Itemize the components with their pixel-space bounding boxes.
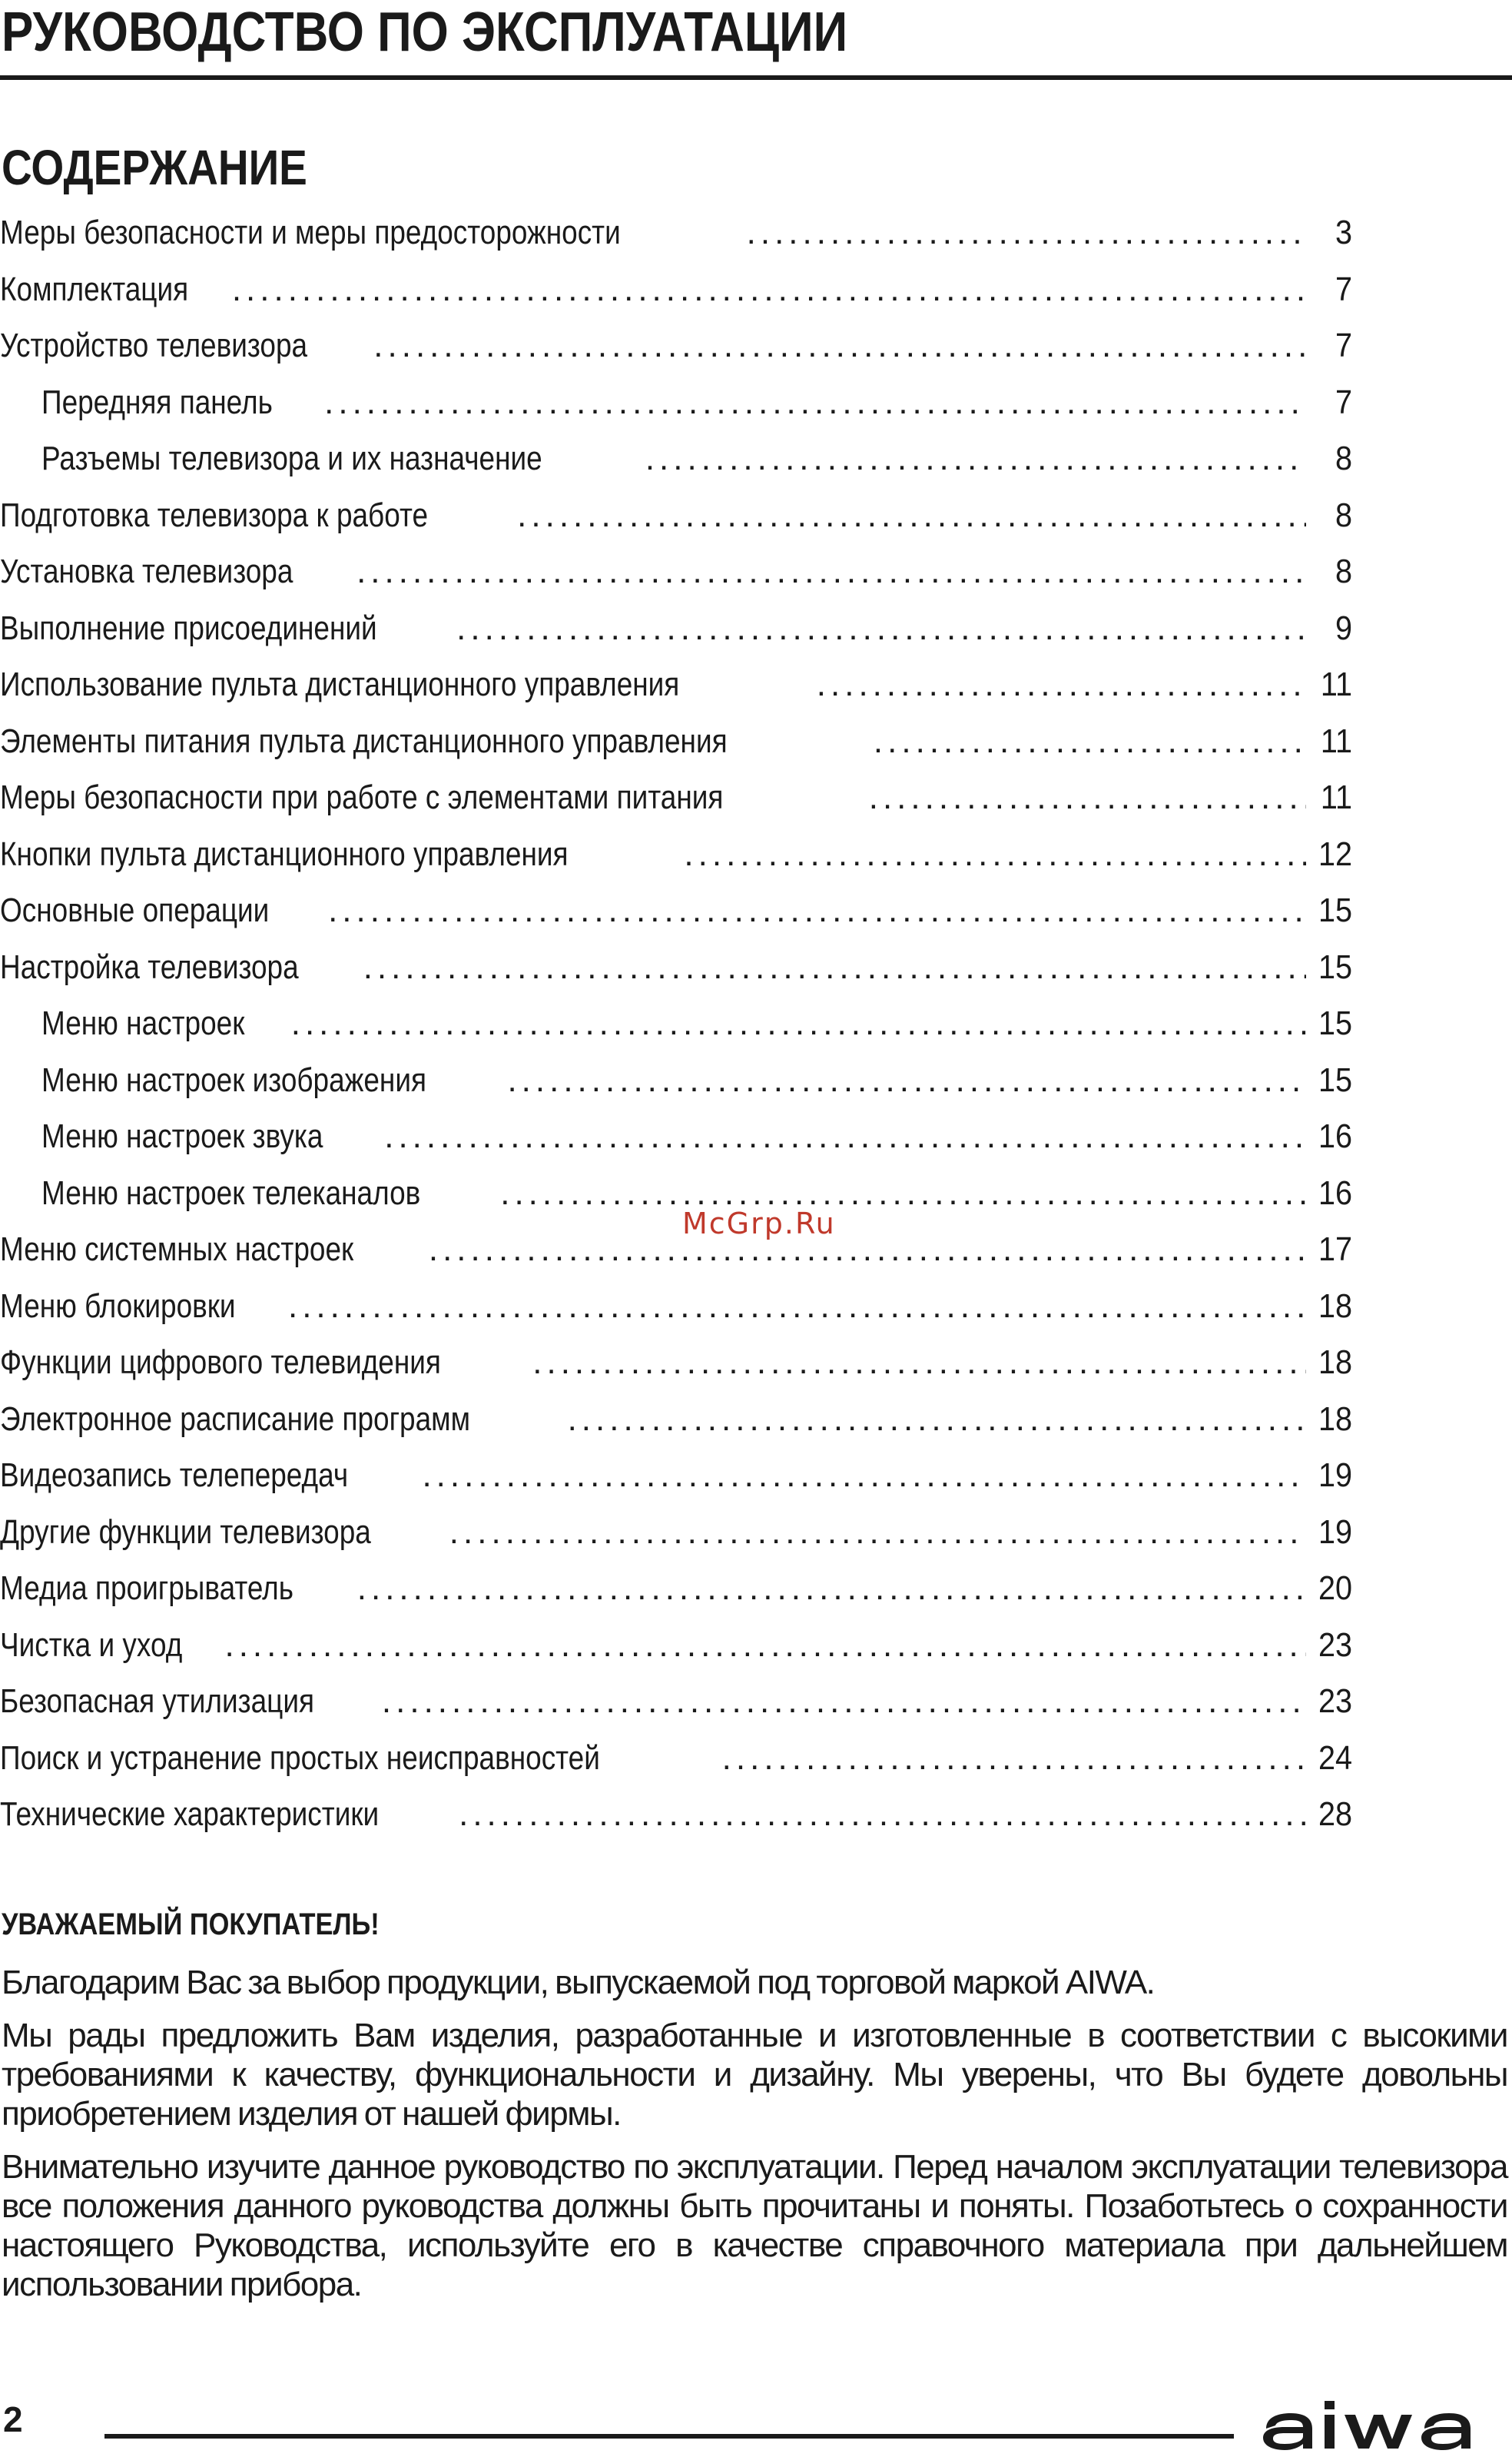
toc-leader-dots bbox=[356, 543, 1306, 600]
toc-entry-page: 16 bbox=[1318, 1174, 1352, 1212]
toc-entry-page: 20 bbox=[1318, 1569, 1352, 1607]
toc-entry-title: Меню настроек bbox=[41, 1004, 245, 1042]
toc-entry-title: Комплектация bbox=[0, 270, 189, 308]
toc-entry-title: Поиск и устранение простых неисправностей bbox=[0, 1738, 600, 1777]
toc-entry-title: Медиа проигрыватель bbox=[0, 1569, 293, 1607]
aiwa-logo bbox=[1260, 2398, 1512, 2452]
toc-entry[interactable] bbox=[0, 1730, 1352, 1787]
toc-leader-dots bbox=[507, 1052, 1306, 1109]
toc-entry-page: 11 bbox=[1320, 722, 1352, 760]
toc-entry[interactable] bbox=[0, 204, 1352, 261]
toc-entry-title: Меры безопасности и меры предосторожности bbox=[0, 214, 621, 251]
toc-leader-dots bbox=[324, 374, 1306, 431]
toc-heading: СОДЕРЖАНИЕ bbox=[2, 140, 307, 195]
toc-entry-page: 7 bbox=[1335, 327, 1352, 364]
toc-entry-title: Устройство телевизора bbox=[0, 327, 308, 364]
toc-leader-dots bbox=[422, 1447, 1306, 1504]
toc-entry[interactable] bbox=[0, 317, 1352, 374]
toc-entry-page: 15 bbox=[1318, 948, 1352, 986]
toc-leader-dots bbox=[459, 1786, 1306, 1843]
toc-entry-page: 8 bbox=[1335, 553, 1352, 590]
footer-divider bbox=[104, 2434, 1234, 2439]
toc-entry-title: Меры безопасности при работе с элементами питания bbox=[0, 779, 724, 816]
toc-entry[interactable] bbox=[0, 1052, 1352, 1109]
toc-leader-dots bbox=[373, 317, 1306, 374]
toc-leader-dots bbox=[288, 1278, 1306, 1335]
toc-leader-dots bbox=[357, 1560, 1306, 1617]
toc-entry-title: Меню блокировки bbox=[0, 1287, 236, 1325]
toc-leader-dots bbox=[363, 939, 1306, 996]
toc-entry-title: Элементы питания пульта дистанционного управления bbox=[0, 722, 728, 760]
toc-entry-page: 11 bbox=[1320, 779, 1352, 816]
toc-entry-page: 24 bbox=[1318, 1738, 1352, 1777]
watermark: McGrp.Ru bbox=[682, 1207, 836, 1240]
toc-entry-title: Безопасная утилизация bbox=[0, 1682, 314, 1720]
title-divider bbox=[0, 75, 1512, 80]
toc-entry[interactable] bbox=[0, 656, 1352, 713]
toc-entry-title: Передняя панель bbox=[41, 383, 273, 421]
toc-entry-page: 18 bbox=[1318, 1287, 1352, 1325]
toc-leader-dots bbox=[500, 1165, 1306, 1222]
toc-leader-dots bbox=[291, 995, 1306, 1052]
toc-leader-dots bbox=[224, 1617, 1306, 1674]
toc-leader-dots bbox=[532, 1334, 1306, 1391]
toc-entry-title: Настройка телевизора bbox=[0, 948, 299, 986]
toc-entry-title: Меню настроек изображения bbox=[41, 1061, 427, 1099]
toc-entry[interactable] bbox=[0, 374, 1352, 431]
toc-entry-page: 28 bbox=[1318, 1795, 1352, 1833]
toc-entry[interactable] bbox=[0, 1334, 1352, 1391]
toc-leader-dots bbox=[684, 826, 1306, 883]
toc-entry-page: 7 bbox=[1335, 383, 1352, 421]
toc-leader-dots bbox=[449, 1504, 1306, 1561]
toc-leader-dots bbox=[382, 1673, 1306, 1730]
toc-entry-title: Электронное расписание программ bbox=[0, 1399, 470, 1438]
toc-entry[interactable] bbox=[0, 1447, 1352, 1504]
toc-entry-page: 15 bbox=[1318, 1004, 1352, 1042]
toc-entry[interactable] bbox=[0, 826, 1352, 883]
toc-entry-title: Подготовка телевизора к работе bbox=[0, 496, 429, 534]
toc-entry[interactable] bbox=[0, 713, 1352, 770]
toc-entry-title: Использование пульта дистанционного управления bbox=[0, 666, 680, 703]
toc-entry-title: Видеозапись телепередач bbox=[0, 1456, 349, 1494]
toc-entry[interactable] bbox=[0, 430, 1352, 487]
toc-leader-dots bbox=[874, 713, 1306, 770]
toc-entry[interactable] bbox=[0, 1108, 1352, 1165]
toc-entry[interactable] bbox=[0, 1560, 1352, 1617]
toc-leader-dots bbox=[232, 261, 1306, 318]
toc-entry-page: 19 bbox=[1318, 1456, 1352, 1494]
toc-entry[interactable] bbox=[0, 1221, 1352, 1278]
toc-entry[interactable] bbox=[0, 1504, 1352, 1561]
toc-entry-title: Меню настроек звука bbox=[41, 1117, 323, 1155]
toc-entry-title: Технические характеристики bbox=[0, 1795, 380, 1833]
toc-entry-page: 3 bbox=[1335, 214, 1352, 251]
page-number: 2 bbox=[3, 2399, 23, 2439]
toc-entry[interactable] bbox=[0, 939, 1352, 996]
toc-entry-page: 16 bbox=[1318, 1117, 1352, 1155]
toc-entry-page: 9 bbox=[1335, 609, 1352, 647]
toc-entry-title: Другие функции телевизора bbox=[0, 1512, 371, 1551]
toc-entry-page: 15 bbox=[1318, 891, 1352, 929]
toc-entry[interactable] bbox=[0, 882, 1352, 939]
intro-section bbox=[2, 1903, 1507, 2318]
toc-entry-page: 19 bbox=[1318, 1512, 1352, 1551]
toc-entry-page: 8 bbox=[1335, 440, 1352, 477]
document-title: РУКОВОДСТВО ПО ЭКСПЛУАТАЦИИ bbox=[2, 2, 848, 63]
toc-leader-dots bbox=[384, 1108, 1306, 1165]
toc-entry[interactable] bbox=[0, 1617, 1352, 1674]
toc-leader-dots bbox=[568, 1391, 1306, 1448]
toc-entry-title: Функции цифрового телевидения bbox=[0, 1343, 441, 1381]
toc-entry[interactable] bbox=[0, 769, 1352, 826]
toc-entry-title: Основные операции bbox=[0, 891, 270, 929]
toc-entry[interactable] bbox=[0, 261, 1352, 318]
toc-entry[interactable] bbox=[0, 995, 1352, 1052]
toc-entry[interactable] bbox=[0, 1673, 1352, 1730]
toc-entry-page: 11 bbox=[1320, 666, 1352, 703]
toc-entry-page: 17 bbox=[1318, 1230, 1352, 1268]
intro-paragraph: Благодарим Вас за выбор продукции, выпускаемой под торговой маркой AIWA. bbox=[2, 1964, 1155, 2001]
toc-entry-page: 8 bbox=[1335, 496, 1352, 534]
toc-leader-dots bbox=[328, 882, 1306, 939]
toc-entry-page: 23 bbox=[1318, 1625, 1352, 1664]
toc-leader-dots bbox=[429, 1221, 1306, 1278]
toc-entry[interactable] bbox=[0, 1391, 1352, 1448]
toc-leader-dots bbox=[747, 204, 1306, 261]
table-of-contents bbox=[0, 204, 1352, 1843]
toc-entry-page: 7 bbox=[1335, 270, 1352, 308]
toc-leader-dots bbox=[517, 487, 1306, 544]
toc-entry-title: Меню системных настроек bbox=[0, 1230, 354, 1268]
intro-paragraph: Внимательно изучите данное руководство по эксплуатации. Перед началом эксплуатации телевизора все положения данного руководства должны быть прочитаны и поняты. Позаботьтесь о сохранности настоящего Руководства, используйте его в качестве справочного материала при дальнейшем использовании прибора. bbox=[2, 2148, 1507, 2303]
toc-entry-page: 12 bbox=[1318, 835, 1352, 873]
toc-entry[interactable] bbox=[0, 543, 1352, 600]
toc-entry-title: Меню настроек телеканалов bbox=[41, 1174, 421, 1212]
toc-entry[interactable] bbox=[0, 1165, 1352, 1222]
toc-leader-dots bbox=[722, 1730, 1306, 1787]
toc-leader-dots bbox=[817, 656, 1306, 713]
toc-entry-title: Чистка и уход bbox=[0, 1625, 183, 1664]
toc-leader-dots bbox=[456, 600, 1306, 657]
toc-entry-page: 18 bbox=[1318, 1343, 1352, 1381]
toc-entry-page: 23 bbox=[1318, 1682, 1352, 1720]
toc-entry-page: 18 bbox=[1318, 1399, 1352, 1438]
toc-entry[interactable] bbox=[0, 1786, 1352, 1843]
toc-entry-title: Установка телевизора bbox=[0, 553, 293, 590]
toc-leader-dots bbox=[869, 769, 1306, 826]
toc-entry[interactable] bbox=[0, 600, 1352, 657]
toc-entry[interactable] bbox=[0, 1278, 1352, 1335]
intro-heading: УВАЖАЕМЫЙ ПОКУПАТЕЛЬ! bbox=[2, 1907, 380, 1941]
toc-entry-title: Кнопки пульта дистанционного управления bbox=[0, 835, 569, 873]
intro-paragraph: Мы рады предложить Вам изделия, разработанные и изготовленные в соответствии с высокими требованиями к качеству, функциональности и дизайну. Мы уверены, что Вы будете довольны приобретением изделия от нашей фирмы. bbox=[2, 2017, 1507, 2133]
toc-entry[interactable] bbox=[0, 487, 1352, 544]
toc-entry-page: 15 bbox=[1318, 1061, 1352, 1099]
toc-entry-title: Выполнение присоединений bbox=[0, 609, 377, 647]
toc-leader-dots bbox=[645, 430, 1306, 487]
toc-entry-title: Разъемы телевизора и их назначение bbox=[41, 440, 542, 477]
